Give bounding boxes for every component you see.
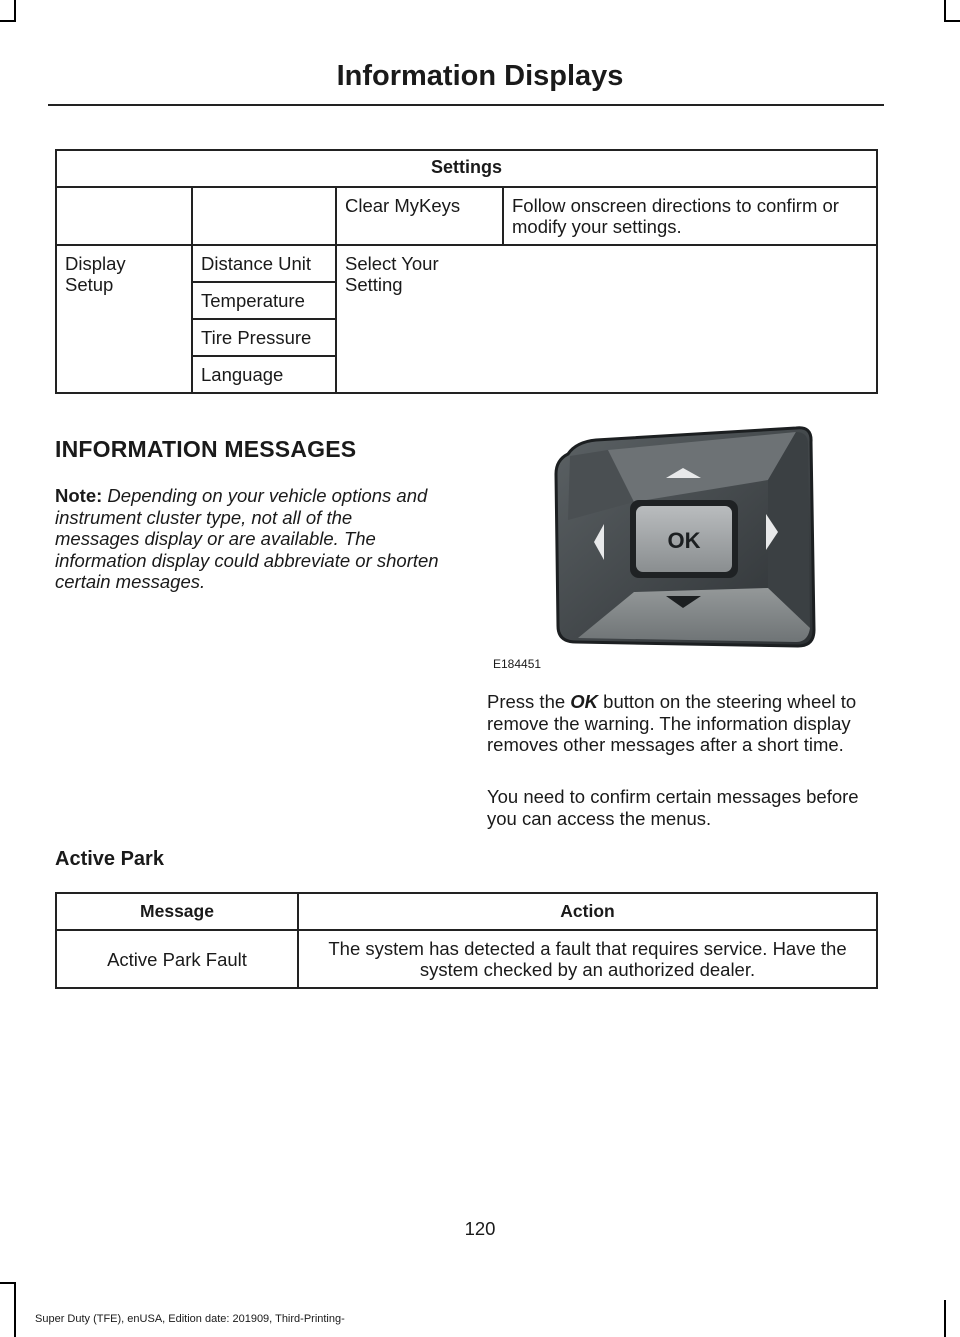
note-text: Depending on your vehicle options and instrument cluster type, not all of the messages display or are available. The information display could abbreviate or shorten certain messages. — [55, 485, 439, 592]
crop-mark — [944, 0, 946, 22]
press-ok-paragraph — [487, 691, 881, 756]
table-cell — [56, 187, 192, 245]
page-title: Information Displays — [336, 60, 624, 92]
active-park-table — [55, 892, 878, 989]
table-cell: Language — [192, 356, 336, 393]
column-header-message: Message — [56, 893, 298, 930]
page-number: 120 — [464, 1218, 496, 1239]
header-divider — [48, 104, 884, 106]
table-caption: Settings — [56, 150, 877, 187]
table-cell: Distance Unit — [192, 245, 336, 282]
note-paragraph — [55, 485, 440, 593]
table-cell — [336, 245, 877, 393]
subsection-heading: Active Park — [55, 848, 164, 870]
crop-mark — [944, 20, 960, 22]
section-heading: INFORMATION MESSAGES — [55, 436, 357, 462]
table-row — [56, 187, 877, 245]
ok-keyword: OK — [570, 691, 599, 712]
table-cell: Follow onscreen directions to confirm or modify your settings. — [503, 187, 877, 245]
crop-mark — [0, 20, 16, 22]
table-cell: Active Park Fault — [56, 930, 298, 988]
crop-mark — [0, 1282, 16, 1284]
press-text-after: button on the steering wheel to remove the warning. The information display removes other messages after a short time. — [487, 691, 857, 755]
table-cell — [56, 245, 192, 393]
confirm-paragraph: You need to confirm certain messages before you can access the menus. — [487, 786, 859, 829]
table-cell: Temperature — [192, 282, 336, 319]
figure-code: E184451 — [493, 657, 542, 671]
table-cell: Tire Pressure — [192, 319, 336, 356]
press-text-before: Press the — [487, 691, 571, 712]
setting-description: Select Your Setting — [345, 253, 439, 295]
settings-table — [55, 149, 878, 394]
table-row — [56, 150, 877, 187]
category-label: Display Setup — [65, 253, 126, 295]
crop-mark — [14, 0, 16, 22]
table-cell — [192, 187, 336, 245]
crop-mark — [944, 1300, 946, 1337]
ok-button-label: OK — [667, 528, 701, 553]
table-cell: Clear MyKeys — [336, 187, 503, 245]
table-row — [56, 930, 877, 988]
column-header-action: Action — [298, 893, 877, 930]
table-row — [56, 245, 877, 282]
steering-wheel-ok-button-illustration — [546, 420, 818, 650]
note-label: Note: — [55, 485, 103, 506]
crop-mark — [14, 1282, 16, 1337]
table-cell: The system has detected a fault that requires service. Have the system checked by an authorized dealer. — [298, 930, 877, 988]
footer-text: Super Duty (TFE), enUSA, Edition date: 201909, Third-Printing- — [35, 1313, 345, 1325]
table-header-row — [56, 893, 877, 930]
